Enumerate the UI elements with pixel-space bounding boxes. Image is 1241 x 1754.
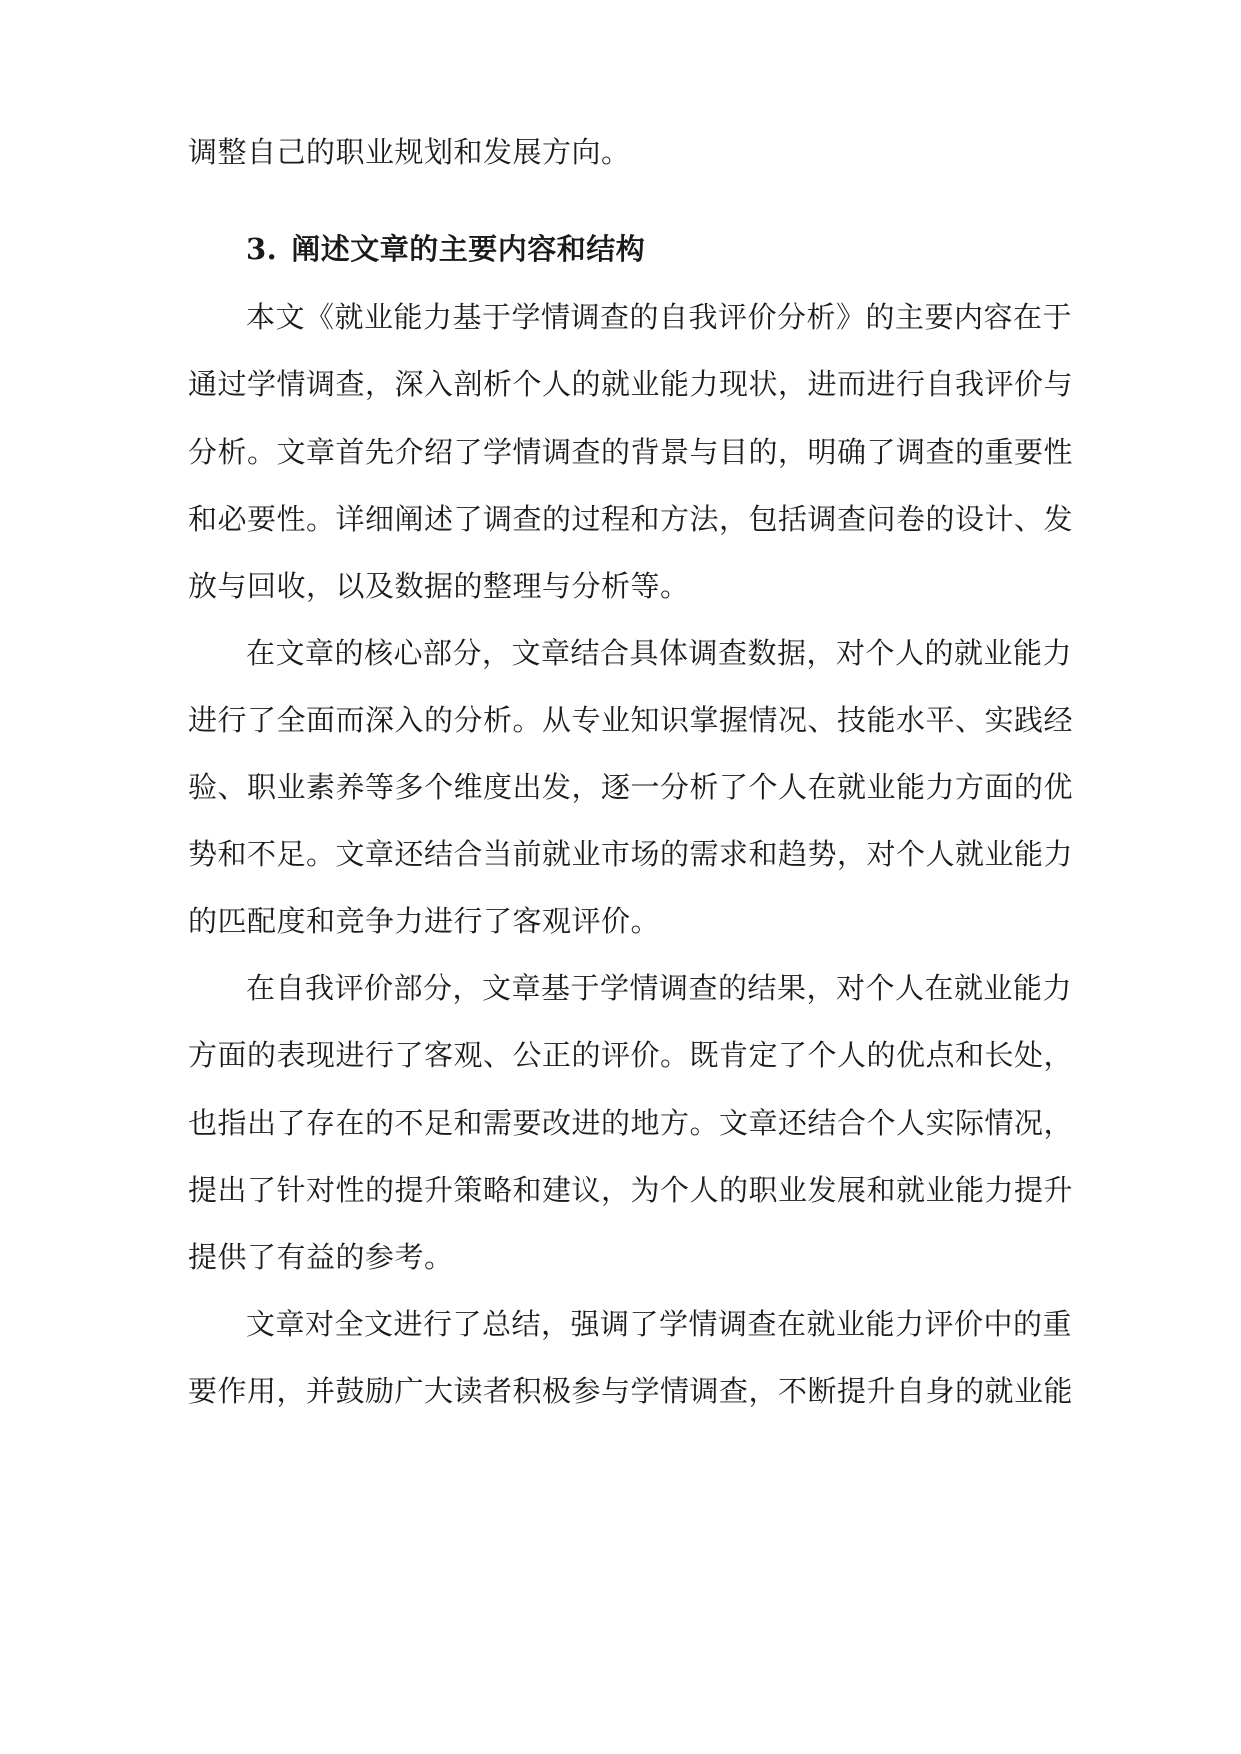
text-line: 调整自己的职业规划和发展方向。 (188, 135, 631, 169)
paragraph-1-line-2: 通过学情调查，深入剖析个人的就业能力现状，进而进行自我评价与 (188, 367, 1074, 401)
paragraph-4-line-1: 文章对全文进行了总结，强调了学情调查在就业能力评价中的重 (246, 1307, 1073, 1341)
paragraph-1-line-4: 和必要性。详细阐述了调查的过程和方法，包括调查问卷的设计、发 (188, 502, 1074, 536)
paragraph-3-line-5: 提供了有益的参考。 (188, 1240, 454, 1274)
section-number: 3. (246, 232, 278, 266)
section-title: 阐述文章的主要内容和结构 (291, 232, 646, 266)
paragraph-2-line-1: 在文章的核心部分，文章结合具体调查数据，对个人的就业能力 (246, 636, 1073, 670)
paragraph-3-line-4: 提出了针对性的提升策略和建议，为个人的职业发展和就业能力提升 (188, 1173, 1074, 1207)
section-heading (246, 229, 1068, 269)
paragraph-2-line-3: 验、职业素养等多个维度出发，逐一分析了个人在就业能力方面的优 (188, 770, 1074, 804)
paragraph-3-line-2: 方面的表现进行了客观、公正的评价。既肯定了个人的优点和长处， (188, 1038, 1074, 1072)
paragraph-2-line-4: 势和不足。文章还结合当前就业市场的需求和趋势，对个人就业能力 (188, 837, 1074, 871)
paragraph-1-line-1: 本文《就业能力基于学情调查的自我评价分析》的主要内容在于 (246, 300, 1073, 334)
paragraph-3-line-1: 在自我评价部分，文章基于学情调查的结果，对个人在就业能力 (246, 971, 1073, 1005)
paragraph-4-line-2: 要作用，并鼓励广大读者积极参与学情调查，不断提升自身的就业能 (188, 1374, 1074, 1408)
paragraph-1-line-3: 分析。文章首先介绍了学情调查的背景与目的，明确了调查的重要性 (188, 435, 1074, 469)
paragraph-3-line-3: 也指出了存在的不足和需要改进的地方。文章还结合个人实际情况， (188, 1106, 1074, 1140)
paragraph-2-line-2: 进行了全面而深入的分析。从专业知识掌握情况、技能水平、实践经 (188, 703, 1074, 737)
paragraph-2-line-5: 的匹配度和竞争力进行了客观评价。 (188, 904, 661, 938)
paragraph-1-line-5: 放与回收，以及数据的整理与分析等。 (188, 569, 690, 603)
